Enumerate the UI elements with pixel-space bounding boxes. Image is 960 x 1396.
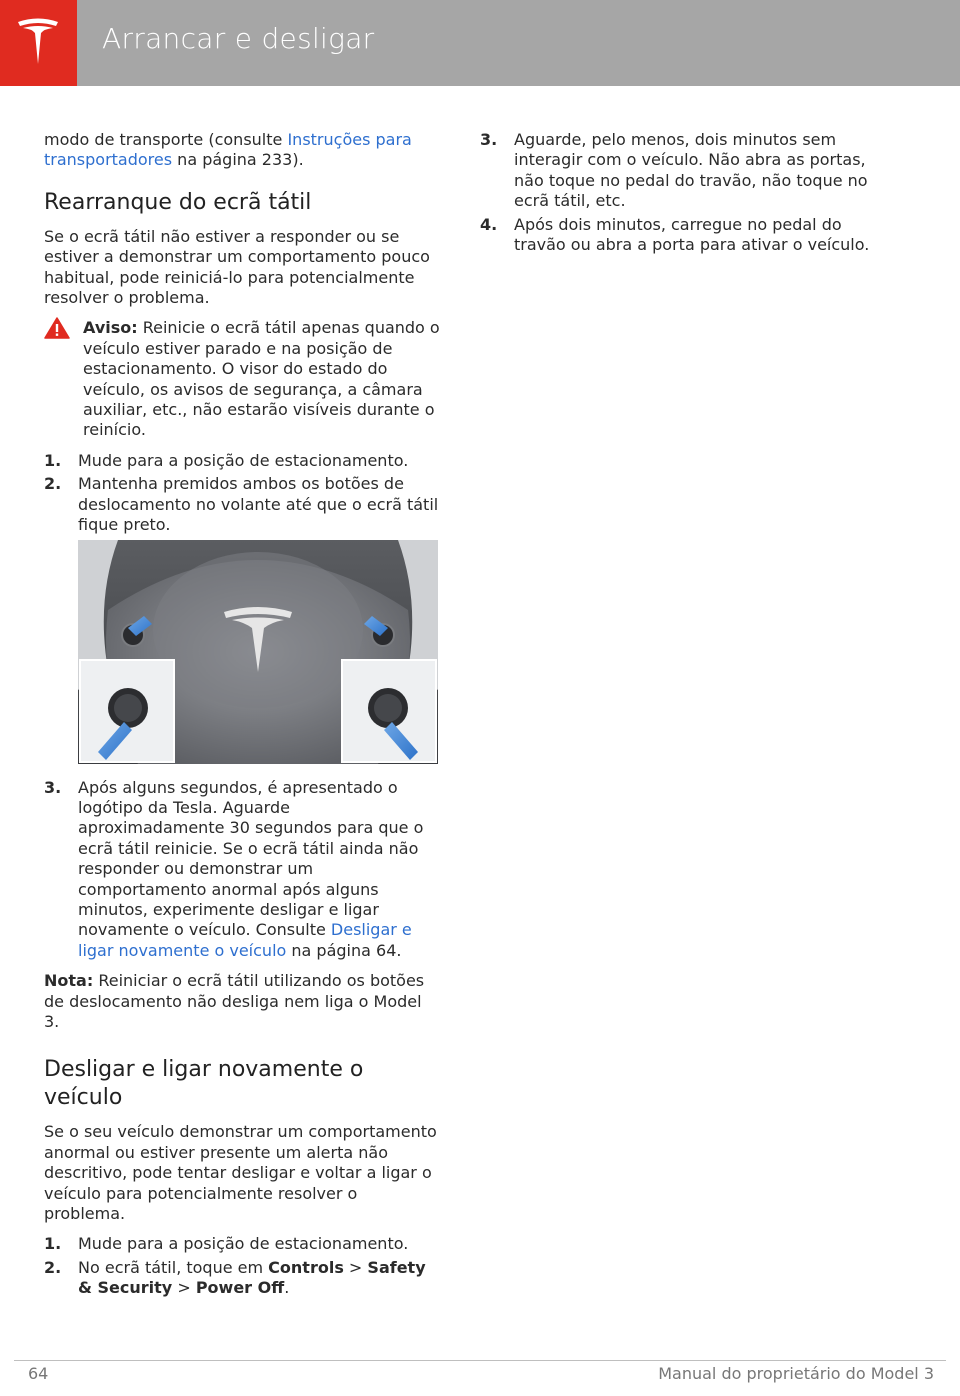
section-heading-power-cycle: Desligar e ligar novamente o veículo xyxy=(44,1057,364,1111)
step-text: Aguarde, pelo menos, dois minutos sem interagir com o veículo. Não abra as portas, não toque no pedal do travão, não toque no ecrã tátil, etc. xyxy=(514,130,868,211)
intro-text: modo de transporte (consulte xyxy=(44,130,288,149)
tesla-logo-icon xyxy=(14,16,62,70)
power-off-menu-ref: Power Off xyxy=(195,1278,285,1298)
list-item xyxy=(480,130,880,212)
step-number: 3. xyxy=(44,777,62,797)
step-text: Mude para a posição de estacionamento. xyxy=(78,450,409,470)
warning-label: Aviso: xyxy=(83,318,138,338)
section-restart-body: Se o ecrã tátil não estiver a responder ou se estiver a demonstrar um comportamento pouco habitual, pode reiniciá-lo para potencialmente resolver o problema. xyxy=(44,226,430,308)
list-item xyxy=(44,1258,440,1299)
section-heading-restart: Rearranque do ecrã tátil xyxy=(44,189,312,215)
step-number: 2. xyxy=(44,474,62,494)
steering-wheel-image xyxy=(78,540,438,764)
step-number: 1. xyxy=(44,450,62,470)
footer-divider xyxy=(14,1360,946,1361)
intro-paragraph xyxy=(44,130,440,171)
step-text-end: na página 64. xyxy=(286,940,402,960)
footer-manual-title: Manual do proprietário do Model 3 xyxy=(658,1364,934,1383)
list-item xyxy=(480,215,880,256)
power-cycle-link[interactable]: Desligar e ligar novamente o veículo xyxy=(78,920,412,960)
section-power-cycle-body: Se o seu veículo demonstrar um comportamento anormal ou estiver presente um alerta não descritivo, pode tentar desligar e voltar a ligar o veículo para potencialmente resolver o problema. xyxy=(44,1122,437,1223)
step-text: Após alguns segundos, é apresentado o logótipo da Tesla. Aguarde aproximadamente 30 segundos para que o ecrã tátil reinicie. Se o ecrã tátil ainda não responder ou demonstrar um comportamento anormal após alguns minutos, experimente desligar e ligar novamente o veículo. Consulte xyxy=(78,777,424,940)
page-header xyxy=(0,0,960,86)
step-number: 4. xyxy=(480,214,498,234)
note-paragraph xyxy=(44,971,440,1032)
warning-block xyxy=(44,318,440,440)
step-text-end: . xyxy=(284,1278,290,1298)
warning-text: Reinicie o ecrã tátil apenas quando o veículo estiver parado e na posição de estacionamento. O visor do estado do veículo, os avisos de segurança, a câmara auxiliar, etc., não estarão visíveis durante o reinício. xyxy=(83,318,440,440)
list-item xyxy=(44,474,440,535)
step-number: 2. xyxy=(44,1257,62,1277)
menu-separator: > xyxy=(343,1257,368,1277)
step-text: Mude para a posição de estacionamento. xyxy=(78,1234,409,1254)
step-text: Após dois minutos, carregue no pedal do travão ou abra a porta para ativar o veículo. xyxy=(514,214,870,255)
step-text: No ecrã tátil, toque em xyxy=(78,1257,269,1277)
page-title: Arrancar e desligar xyxy=(102,22,375,55)
transport-instructions-link[interactable]: Instruções para transportadores xyxy=(44,130,412,170)
intro-text-end: na página 233). xyxy=(172,150,304,170)
menu-separator: > xyxy=(172,1278,196,1298)
list-item xyxy=(44,451,440,471)
steering-wheel-illustration xyxy=(78,540,438,764)
safety-security-menu-ref: Safety & Security xyxy=(78,1257,426,1298)
right-column xyxy=(480,130,880,258)
note-text: Reiniciar o ecrã tátil utilizando os botões de deslocamento não desliga nem liga o Model 3. xyxy=(44,971,425,1031)
step-text: Mantenha premidos ambos os botões de deslocamento no volante até que o ecrã tátil fique preto. xyxy=(78,474,439,535)
warning-icon xyxy=(44,317,70,339)
step-number: 1. xyxy=(44,1234,62,1254)
page-number: 64 xyxy=(28,1364,49,1383)
note-label: Nota: xyxy=(44,971,94,991)
controls-menu-ref: Controls xyxy=(268,1257,344,1277)
list-item xyxy=(44,1234,440,1254)
left-column xyxy=(44,130,440,1302)
tesla-logo xyxy=(0,0,77,86)
list-item xyxy=(44,778,440,962)
step-number: 3. xyxy=(480,130,498,149)
